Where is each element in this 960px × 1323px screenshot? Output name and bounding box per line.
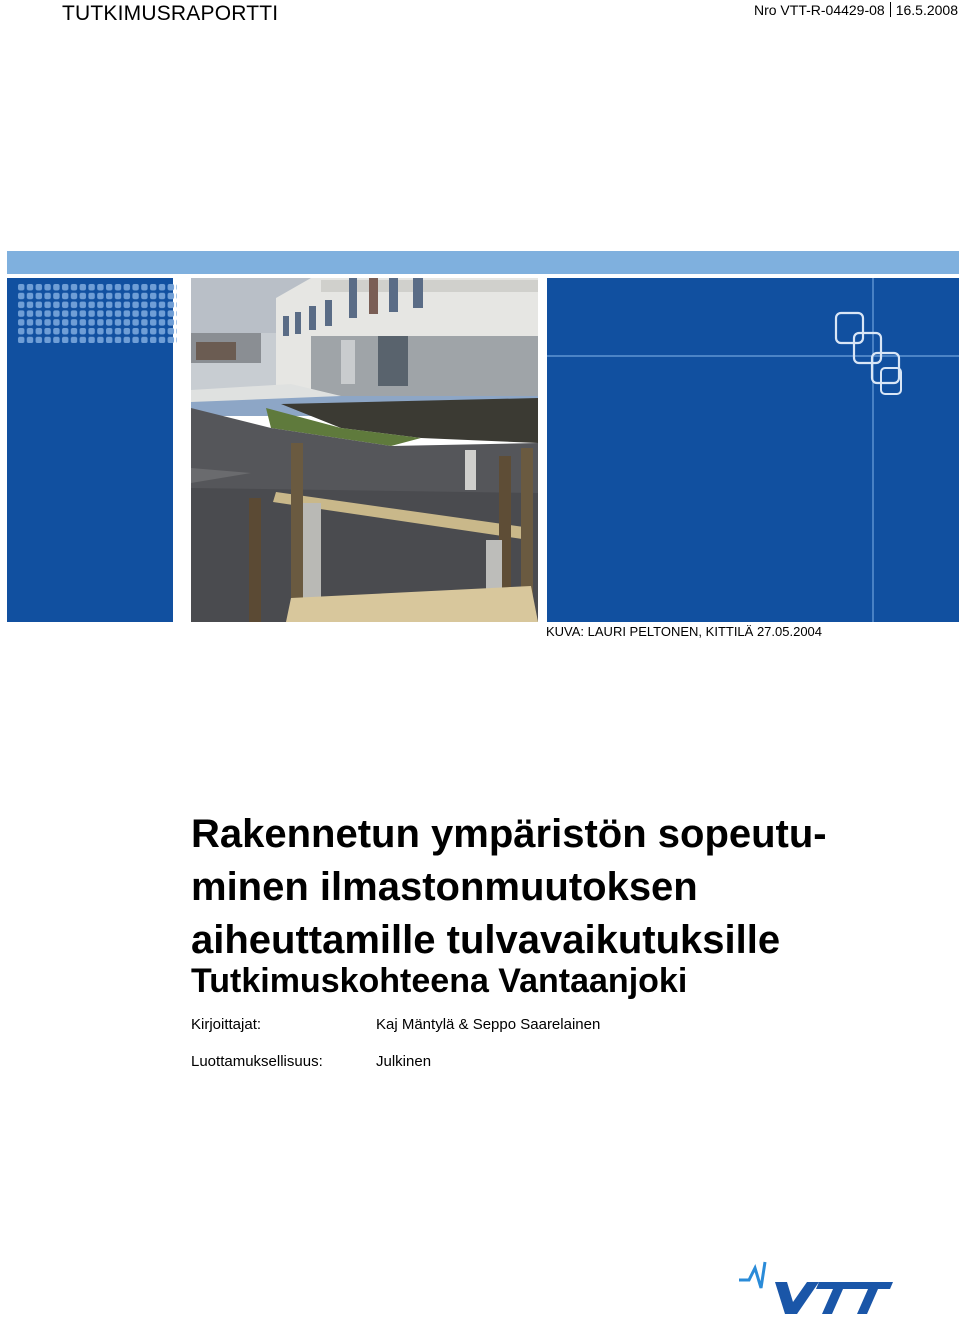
cover-photo — [191, 278, 538, 622]
title-line-1: Rakennetun ympäristön sopeutu- — [191, 812, 827, 856]
title-line-2: minen ilmastonmuutoksen — [191, 865, 698, 909]
authors-value: Kaj Mäntylä & Seppo Saarelainen — [376, 1016, 601, 1033]
dot-grid-decoration — [17, 283, 177, 343]
header-light-bar — [7, 251, 959, 274]
report-number-line — [754, 2, 958, 18]
report-date: 16.5.2008 — [895, 2, 958, 18]
title-line-3: aiheuttamille tulvavaikutuksille — [191, 918, 781, 962]
vtt-logo-graphic — [735, 1258, 895, 1318]
decorative-squares-icon — [547, 278, 959, 622]
vtt-logo-icon — [735, 1258, 895, 1323]
confidentiality-value: Julkinen — [376, 1053, 432, 1070]
photo-credit: KUVA: LAURI PELTONEN, KITTILÄ 27.05.2004 — [546, 624, 823, 639]
cover-photo-illustration — [191, 278, 538, 622]
authors-label: Kirjoittajat: — [191, 1016, 262, 1033]
report-number: Nro VTT-R-04429-08 — [753, 2, 885, 18]
report-type: TUTKIMUSRAPORTTI — [62, 2, 279, 25]
report-subtitle: Tutkimuskohteena Vantaanjoki — [191, 962, 688, 1000]
separator — [890, 2, 891, 17]
right-blue-panel — [547, 278, 959, 622]
report-title — [191, 808, 931, 967]
confidentiality-label: Luottamuksellisuus: — [191, 1053, 323, 1070]
left-blue-panel — [7, 278, 173, 622]
